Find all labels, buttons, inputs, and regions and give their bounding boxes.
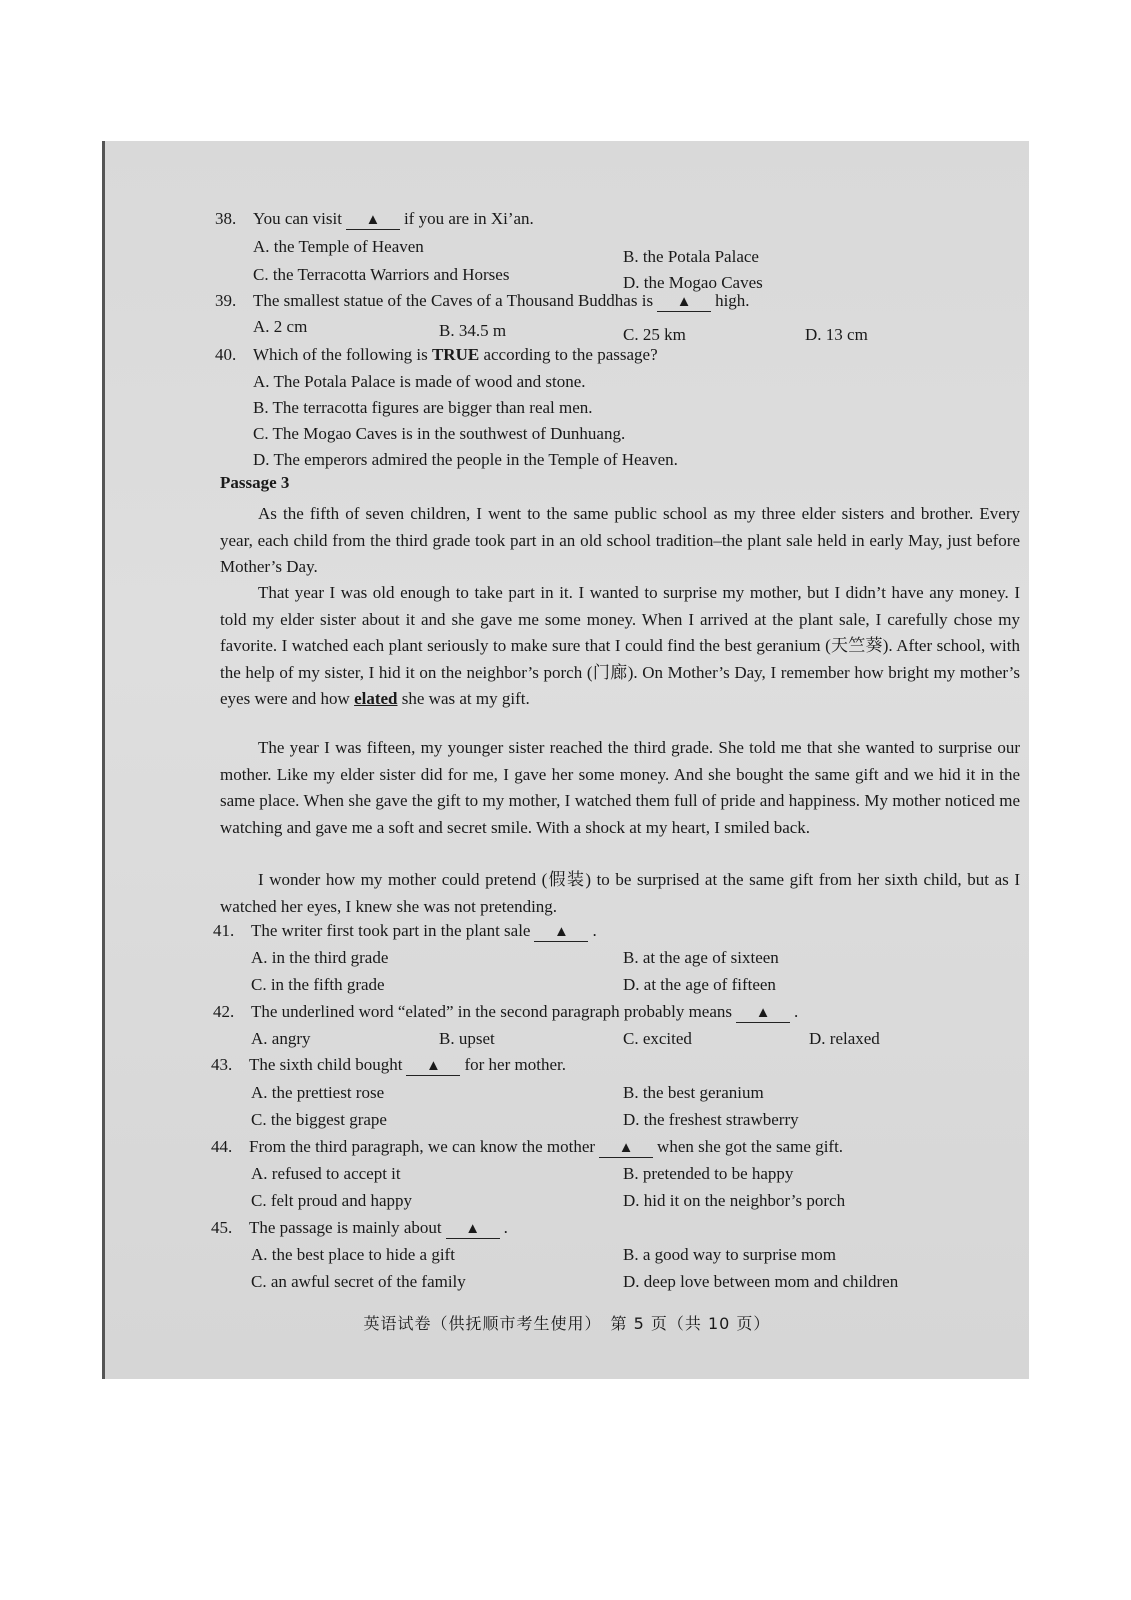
page-footer: 英语试卷（供抚顺市考生使用） 第 5 页（共 10 页） xyxy=(363,1314,771,1333)
answer-blank xyxy=(534,922,588,942)
question-43 xyxy=(211,1053,566,1077)
option-b: B. pretended to be happy xyxy=(623,1164,794,1183)
option-b: B. 34.5 m xyxy=(439,321,507,340)
question-39 xyxy=(215,289,750,313)
option-a: A. in the third grade xyxy=(251,948,389,967)
question-stem: Which of the following is xyxy=(253,345,428,364)
question-stem: The underlined word “elated” in the second paragraph probably means xyxy=(251,1002,733,1021)
question-stem: The writer first took part in the plant sale xyxy=(251,921,531,940)
question-stem: From the third paragraph, we can know the mother xyxy=(249,1137,596,1156)
option-a: A. angry xyxy=(251,1029,311,1048)
option-c: C. excited xyxy=(623,1029,692,1048)
question-number: 44. xyxy=(211,1137,233,1156)
question-stem: You can visit xyxy=(253,209,342,228)
question-stem: The sixth child bought xyxy=(249,1055,403,1074)
paragraph-3: The year I was fifteen, my younger sister reached the third grade. She told me that she wanted to surprise our mother. Like my elder sister did for me, I gave her some money. And she bought the same gift and we hid it in the same place. When she gave the gift to my mother, I watched them full of pride and happiness. My mother noticed me watching and gave me a soft and secret smile. With a shock at my heart, I smiled back. xyxy=(220,738,1020,837)
option-a: A. The Potala Palace is made of wood and stone. xyxy=(253,372,586,391)
question-stem-end: according to the passage? xyxy=(483,345,658,364)
question-stem-end: when she got the same gift. xyxy=(657,1137,844,1156)
question-number: 45. xyxy=(211,1218,233,1237)
question-stem-end: . xyxy=(794,1002,799,1021)
question-number: 43. xyxy=(211,1055,233,1074)
option-b: B. the Potala Palace xyxy=(623,247,759,266)
answer-blank xyxy=(599,1138,653,1158)
paragraph-2-end: she was at my gift. xyxy=(401,689,530,709)
option-b: B. The terracotta figures are bigger than real men. xyxy=(253,398,593,417)
question-number: 39. xyxy=(215,291,237,310)
answer-blank xyxy=(736,1003,790,1023)
question-45 xyxy=(211,1216,508,1240)
option-c: C. the Terracotta Warriors and Horses xyxy=(253,265,510,284)
question-stem: The passage is mainly about xyxy=(249,1218,442,1237)
question-stem-end: for her mother. xyxy=(464,1055,566,1074)
option-c: C. The Mogao Caves is in the southwest of Dunhuang. xyxy=(253,424,626,443)
question-number: 41. xyxy=(213,921,235,940)
question-41 xyxy=(213,919,597,943)
paragraph-2-text: That year I was old enough to take part in it. I wanted to surprise my mother, but I didn’t have any money. I told my elder sister about it and she gave me some money. When I arrived at the plant sale, I carefully chose my favorite. I watched each plant seriously to make sure that I could find the best geranium (天竺葵). After school, with the help of my sister, I hid it on the neighbor’s porch (门廊). On Mother’s Day, I remember how bright my mother’s eyes were and how xyxy=(220,583,1020,709)
option-b: B. a good way to surprise mom xyxy=(623,1245,836,1264)
triangle-icon: ▲ xyxy=(365,212,381,228)
question-stem: The smallest statue of the Caves of a Thousand Buddhas is xyxy=(253,291,654,310)
option-a: A. the best place to hide a gift xyxy=(251,1245,455,1264)
exam-page xyxy=(102,141,1029,1379)
answer-blank xyxy=(657,292,711,312)
triangle-icon: ▲ xyxy=(755,1005,771,1021)
question-number: 38. xyxy=(215,209,237,228)
option-a: A. refused to accept it xyxy=(251,1164,401,1183)
option-d: D. The emperors admired the people in the Temple of Heaven. xyxy=(253,450,678,469)
option-d: D. the Mogao Caves xyxy=(623,273,763,292)
question-number: 40. xyxy=(215,345,237,364)
answer-blank xyxy=(406,1056,460,1076)
passage-heading: Passage 3 xyxy=(220,473,290,492)
triangle-icon: ▲ xyxy=(465,1221,481,1237)
option-a: A. 2 cm xyxy=(253,317,308,336)
answer-blank xyxy=(346,210,400,230)
emphasis-word: TRUE xyxy=(431,345,480,364)
question-stem-end: . xyxy=(503,1218,508,1237)
question-stem-end: high. xyxy=(715,291,750,310)
option-b: B. upset xyxy=(439,1029,495,1048)
option-a: A. the prettiest rose xyxy=(251,1083,385,1102)
question-stem-end: . xyxy=(592,921,597,940)
answer-blank xyxy=(446,1219,500,1239)
question-stem-end: if you are in Xi’an. xyxy=(403,209,534,228)
option-d: D. relaxed xyxy=(809,1029,880,1048)
paragraph-2 xyxy=(220,580,1020,713)
option-a: A. the Temple of Heaven xyxy=(253,237,424,256)
option-d: D. hid it on the neighbor’s porch xyxy=(623,1191,846,1210)
question-40 xyxy=(215,343,658,367)
option-d: D. the freshest strawberry xyxy=(623,1110,799,1129)
paragraph-1: As the fifth of seven children, I went to the same public school as my three elder sisters and brother. Every year, each child from the third grade took part in an old school tradition–the plant sale held in early May, just before Mother’s Day. xyxy=(220,504,1020,577)
option-c: C. an awful secret of the family xyxy=(251,1272,466,1291)
question-42 xyxy=(213,1000,798,1024)
underlined-word: elated xyxy=(354,689,398,709)
option-c: C. in the fifth grade xyxy=(251,975,385,994)
option-d: D. at the age of fifteen xyxy=(623,975,776,994)
option-b: B. the best geranium xyxy=(623,1083,764,1102)
option-c: C. the biggest grape xyxy=(251,1110,387,1129)
option-d: D. deep love between mom and children xyxy=(623,1272,899,1291)
option-b: B. at the age of sixteen xyxy=(623,948,779,967)
triangle-icon: ▲ xyxy=(554,924,569,940)
triangle-icon: ▲ xyxy=(676,294,692,310)
paragraph-4: I wonder how my mother could pretend (假装) to be surprised at the same gift from her sixth child, but as I watched her eyes, I knew she was not pretending. xyxy=(220,870,1020,916)
question-38 xyxy=(215,207,534,231)
question-44 xyxy=(211,1135,843,1159)
question-number: 42. xyxy=(213,1002,235,1021)
option-c: C. 25 km xyxy=(623,325,686,344)
option-c: C. felt proud and happy xyxy=(251,1191,412,1210)
option-d: D. 13 cm xyxy=(805,325,868,344)
triangle-icon: ▲ xyxy=(618,1140,634,1156)
triangle-icon: ▲ xyxy=(426,1058,441,1074)
